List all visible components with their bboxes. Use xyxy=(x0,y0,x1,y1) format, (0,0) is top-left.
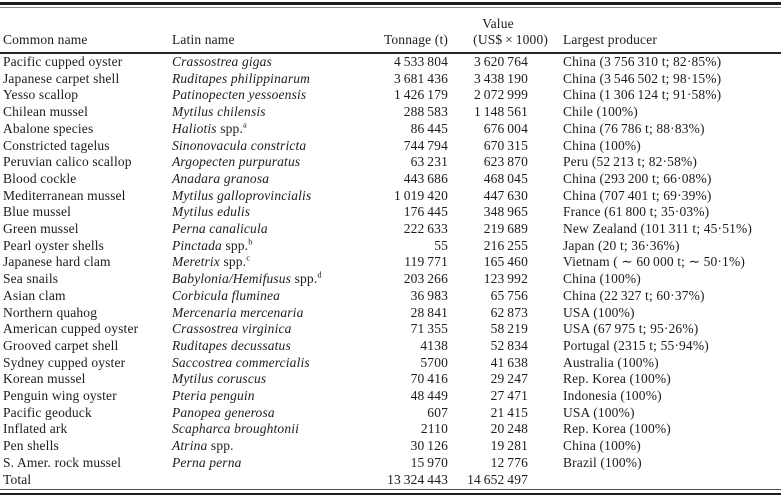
value-cell: 65 756 xyxy=(490,287,528,303)
species-row xyxy=(0,53,781,71)
col-header-tonnage: Tonnage (t) xyxy=(383,32,448,47)
common-name-cell: Japanese carpet shell xyxy=(3,70,120,86)
tonnage-cell: 86 445 xyxy=(410,120,448,136)
producer-cell: Brazil (100%) xyxy=(563,454,642,470)
col-header-largest-producer: Largest producer xyxy=(563,32,657,47)
common-name-cell: Sea snails xyxy=(3,271,59,287)
table-header xyxy=(0,8,781,53)
tonnage-cell: 13 324 443 xyxy=(387,471,448,487)
value-cell: 58 219 xyxy=(490,321,528,337)
latin-name-cell: Haliotis spp.$^a$ xyxy=(172,119,247,136)
value-cell: 676 004 xyxy=(483,120,528,136)
species-row xyxy=(0,154,781,171)
producer-cell: China (293 200 t; 66·08%) xyxy=(563,170,712,186)
value-cell: 348 965 xyxy=(483,204,528,220)
producer-cell: China (100%) xyxy=(563,438,641,454)
tonnage-cell: 222 633 xyxy=(403,221,448,237)
species-row xyxy=(0,87,781,104)
value-cell: 670 315 xyxy=(483,137,528,153)
tonnage-cell: 119 771 xyxy=(404,254,448,270)
species-row xyxy=(0,71,781,88)
producer-cell: Rep. Korea (100%) xyxy=(563,371,671,387)
common-name-cell: Japanese hard clam xyxy=(3,254,111,270)
common-name-cell: S. Amer. rock mussel xyxy=(3,454,122,470)
common-name-cell: Korean mussel xyxy=(3,371,86,387)
species-row xyxy=(0,104,781,121)
value-cell: 2 072 999 xyxy=(473,87,528,103)
col-header-common-name: Common name xyxy=(3,32,88,47)
producer-cell: Vietnam ( ∼ 60 000 t; ∼ 50·1%) xyxy=(563,254,745,270)
value-cell: 62 873 xyxy=(490,304,528,320)
producer-cell: Japan (20 t; 36·36%) xyxy=(563,237,680,253)
species-row xyxy=(0,405,781,422)
footnote-marker: d xyxy=(317,269,322,280)
table-body xyxy=(0,53,781,488)
common-name-cell: Pacific geoduck xyxy=(3,404,92,420)
latin-name-cell: Atrina spp. xyxy=(172,438,234,454)
species-row xyxy=(0,371,781,388)
producer-cell: China (3 756 310 t; 82·85%) xyxy=(563,54,722,69)
value-cell: 1 148 561 xyxy=(473,104,528,120)
latin-name-cell: Ruditapes philippinarum xyxy=(172,70,311,86)
producer-cell: Portugal (2315 t; 55·94%) xyxy=(563,337,709,353)
species-row xyxy=(0,355,781,372)
producer-cell: Chile (100%) xyxy=(563,104,638,120)
footnote-marker: a xyxy=(242,119,247,130)
latin-name-cell: Mytilus chilensis xyxy=(172,104,266,120)
total-row xyxy=(0,472,781,489)
value-cell: 41 638 xyxy=(490,354,528,370)
tonnage-cell: 3 681 436 xyxy=(393,70,448,86)
tonnage-cell: 744 794 xyxy=(403,137,448,153)
species-row xyxy=(0,171,781,188)
producer-cell: China (100%) xyxy=(563,271,641,287)
latin-name-cell: Mercenaria mercenaria xyxy=(172,304,304,320)
latin-name-cell: Meretrix spp.$^c$ xyxy=(172,252,251,270)
common-name-cell: Blood cockle xyxy=(3,170,77,186)
producer-cell: USA (100%) xyxy=(563,404,635,420)
producer-cell xyxy=(548,472,781,489)
latin-name-cell: Mytilus edulis xyxy=(172,204,251,220)
bottom-rule-thick xyxy=(0,493,781,495)
tonnage-cell: 2110 xyxy=(420,421,448,437)
producer-cell: China (3 546 502 t; 98·15%) xyxy=(563,70,722,86)
common-name-cell: Penguin wing oyster xyxy=(3,388,117,404)
value-cell: 19 281 xyxy=(490,438,528,454)
latin-name-cell: Sinonovacula constricta xyxy=(172,137,307,153)
latin-name-cell: Mytilus coruscus xyxy=(172,371,267,387)
common-name-cell: Northern quahog xyxy=(3,304,98,320)
latin-name-cell: Anadara granosa xyxy=(172,170,270,186)
tonnage-cell: 288 583 xyxy=(403,104,448,120)
latin-name-cell: Perna perna xyxy=(172,454,242,470)
value-cell: 20 248 xyxy=(490,421,528,437)
producer-cell: China (100%) xyxy=(563,137,641,153)
tonnage-cell: 70 416 xyxy=(410,371,448,387)
latin-name-cell: Argopecten purpuratus xyxy=(172,154,301,170)
latin-name-cell: Ruditapes decussatus xyxy=(172,337,291,353)
footnote-marker: c xyxy=(246,252,251,263)
common-name-cell: Peruvian calico scallop xyxy=(3,154,132,170)
col-header-value-line2: (US$ × 1000) xyxy=(473,32,548,47)
value-cell: 165 460 xyxy=(483,254,528,270)
latin-name-cell: Crassostrea gigas xyxy=(172,54,272,69)
species-row xyxy=(0,338,781,355)
common-name-cell: Inflated ark xyxy=(3,421,68,437)
latin-name-cell: Scapharca broughtonii xyxy=(172,421,300,437)
value-cell: 27 471 xyxy=(490,388,528,404)
species-row xyxy=(0,254,781,271)
common-name-cell: Pacific cupped oyster xyxy=(3,54,123,69)
latin-name-cell: Perna canalicula xyxy=(172,221,268,237)
tonnage-cell: 1 019 420 xyxy=(393,187,448,203)
col-header-value xyxy=(448,8,548,53)
tonnage-cell: 176 445 xyxy=(403,204,448,220)
value-cell: 468 045 xyxy=(483,170,528,186)
common-name-cell: Pearl oyster shells xyxy=(3,237,105,253)
producer-cell: Rep. Korea (100%) xyxy=(563,421,671,437)
value-cell: 12 776 xyxy=(490,454,528,470)
species-row xyxy=(0,121,781,138)
top-rule-thick xyxy=(0,2,781,5)
tonnage-cell: 443 686 xyxy=(403,170,448,186)
species-row xyxy=(0,138,781,155)
common-name-cell: Grooved carpet shell xyxy=(3,337,119,353)
producer-cell: New Zealand (101 311 t; 45·51%) xyxy=(563,221,753,237)
latin-name-cell: Babylonia/Hemifusus spp.$^d$ xyxy=(172,269,322,287)
col-header-latin-name: Latin name xyxy=(172,32,235,47)
latin-name-cell: Pinctada spp.$^b$ xyxy=(172,236,253,253)
common-name-cell: Chilean mussel xyxy=(3,104,88,120)
species-row xyxy=(0,305,781,322)
value-cell: 3 438 190 xyxy=(473,70,528,86)
tonnage-cell: 4138 xyxy=(420,337,448,353)
latin-name-cell: Corbicula fluminea xyxy=(172,287,281,303)
header-row xyxy=(0,8,781,53)
value-cell: 29 247 xyxy=(490,371,528,387)
latin-name-cell: Pteria penguin xyxy=(172,388,255,404)
tonnage-cell: 63 231 xyxy=(410,154,448,170)
producer-cell: USA (67 975 t; 95·26%) xyxy=(563,321,699,337)
producer-cell: China (76 786 t; 88·83%) xyxy=(563,120,705,136)
species-row xyxy=(0,438,781,455)
common-name-cell: Asian clam xyxy=(3,287,66,303)
value-cell: 623 870 xyxy=(483,154,528,170)
common-name-cell: American cupped oyster xyxy=(3,321,139,337)
tonnage-cell: 48 449 xyxy=(410,388,448,404)
common-name-cell: Mediterranean mussel xyxy=(3,187,126,203)
species-row xyxy=(0,321,781,338)
tonnage-cell: 15 970 xyxy=(410,454,448,470)
tonnage-cell: 203 266 xyxy=(403,271,448,287)
species-row xyxy=(0,238,781,255)
value-cell: 219 689 xyxy=(483,221,528,237)
tonnage-cell: 5700 xyxy=(420,354,448,370)
bottom-rule-thin xyxy=(0,489,781,490)
producer-cell: Indonesia (100%) xyxy=(563,388,662,404)
common-name-cell: Sydney cupped oyster xyxy=(3,354,126,370)
common-name-cell: Green mussel xyxy=(3,221,79,237)
species-table xyxy=(0,8,781,488)
producer-cell: China (1 306 124 t; 91·58%) xyxy=(563,87,722,103)
common-name-cell: Abalone species xyxy=(3,120,94,136)
common-name-cell: Yesso scallop xyxy=(3,87,79,103)
tonnage-cell: 1 426 179 xyxy=(393,87,448,103)
tonnage-cell: 28 841 xyxy=(410,304,448,320)
tonnage-cell: 30 126 xyxy=(410,438,448,454)
latin-name-cell: Panopea generosa xyxy=(172,404,275,420)
value-cell: 3 620 764 xyxy=(473,54,528,69)
value-cell: 52 834 xyxy=(490,337,528,353)
producer-cell: Australia (100%) xyxy=(563,354,659,370)
producer-cell: China (22 327 t; 60·37%) xyxy=(563,287,705,303)
value-cell: 14 652 497 xyxy=(467,471,528,487)
tonnage-cell: 4 533 804 xyxy=(393,54,448,69)
latin-name-cell xyxy=(172,472,364,489)
latin-name-cell: Saccostrea commercialis xyxy=(172,354,310,370)
common-name-cell: Total xyxy=(3,471,32,487)
species-row xyxy=(0,421,781,438)
tonnage-cell: 36 983 xyxy=(410,287,448,303)
producer-cell: France (61 800 t; 35·03%) xyxy=(563,204,710,220)
common-name-cell: Constricted tagelus xyxy=(3,137,110,153)
species-row xyxy=(0,221,781,238)
common-name-cell: Pen shells xyxy=(3,438,59,454)
latin-name-cell: Crassostrea virginica xyxy=(172,321,292,337)
species-row xyxy=(0,455,781,472)
species-row xyxy=(0,188,781,205)
footnote-marker: b xyxy=(248,236,253,247)
species-row xyxy=(0,271,781,288)
producer-cell: China (707 401 t; 69·39%) xyxy=(563,187,712,203)
producer-cell: Peru (52 213 t; 82·58%) xyxy=(563,154,698,170)
value-cell: 21 415 xyxy=(490,404,528,420)
tonnage-cell: 55 xyxy=(434,237,448,253)
value-cell: 123 992 xyxy=(483,271,528,287)
value-cell: 447 630 xyxy=(483,187,528,203)
col-header-value-line1: Value xyxy=(482,16,514,31)
latin-name-cell: Mytilus galloprovincialis xyxy=(172,187,312,203)
species-row xyxy=(0,388,781,405)
producer-cell: USA (100%) xyxy=(563,304,635,320)
latin-name-cell: Patinopecten yessoensis xyxy=(172,87,307,103)
tonnage-cell: 71 355 xyxy=(410,321,448,337)
tonnage-cell: 607 xyxy=(427,404,448,420)
value-cell: 216 255 xyxy=(483,237,528,253)
species-row xyxy=(0,288,781,305)
species-row xyxy=(0,204,781,221)
common-name-cell: Blue mussel xyxy=(3,204,72,220)
